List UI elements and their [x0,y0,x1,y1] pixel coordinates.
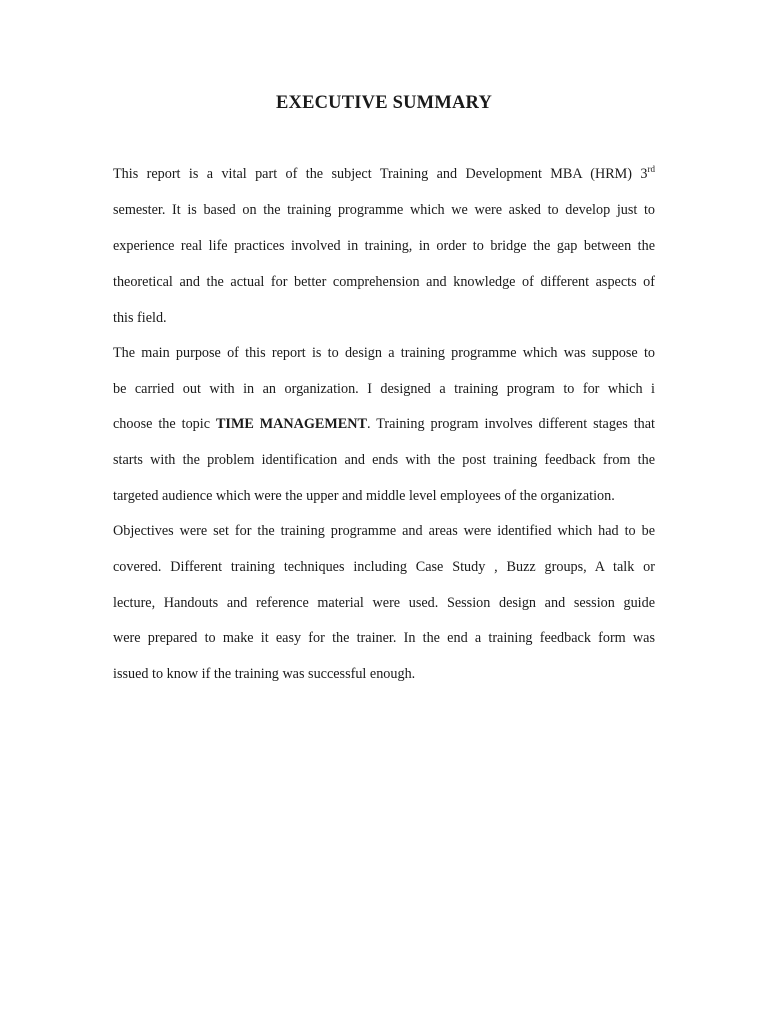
paragraph-1-line-1-text: This report is a vital part of the subject Training and Development MBA (HRM) 3 [113,166,648,182]
topic-emphasis: TIME MANAGEMENT [215,416,367,432]
paragraph-2-line-3-post: . Training program involves different stages that [366,416,655,432]
ordinal-superscript: rd [647,164,655,174]
paragraph-3-line-3: lecture, Handouts and reference material were used. Session design and session guide [113,595,655,611]
paragraph-1-line-5: this field. [113,310,167,326]
paragraph-2-line-3-pre: choose the topic [113,416,216,432]
paragraph-3-line-4: were prepared to make it easy for the trainer. In the end a training feedback form was [113,630,655,646]
paragraph-1-line-2: semester. It is based on the training programme which we were asked to develop just to [113,202,655,218]
paragraph-3-line-2: covered. Different training techniques including Case Study , Buzz groups, A talk or [113,559,655,575]
paragraph-1-line-4: theoretical and the actual for better comprehension and knowledge of different aspects of [113,274,655,290]
paragraph-2-line-3 [113,415,655,433]
paragraph-1-line-3: experience real life practices involved in training, in order to bridge the gap between the [113,238,655,254]
paragraph-2-line-4: starts with the problem identification and ends with the post training feedback from the [113,452,655,468]
paragraph-3-line-5: issued to know if the training was successful enough. [113,666,416,682]
paragraph-1-line-1 [113,165,655,183]
page-title: EXECUTIVE SUMMARY [275,93,493,113]
paragraph-2-line-1: The main purpose of this report is to design a training programme which was suppose to [113,345,655,361]
paragraph-2-line-5: targeted audience which were the upper and middle level employees of the organization. [113,488,615,504]
paragraph-2-line-2: be carried out with in an organization. I designed a training program to for which i [113,381,655,397]
paragraph-3-line-1: Objectives were set for the training programme and areas were identified which had to be [113,523,655,539]
